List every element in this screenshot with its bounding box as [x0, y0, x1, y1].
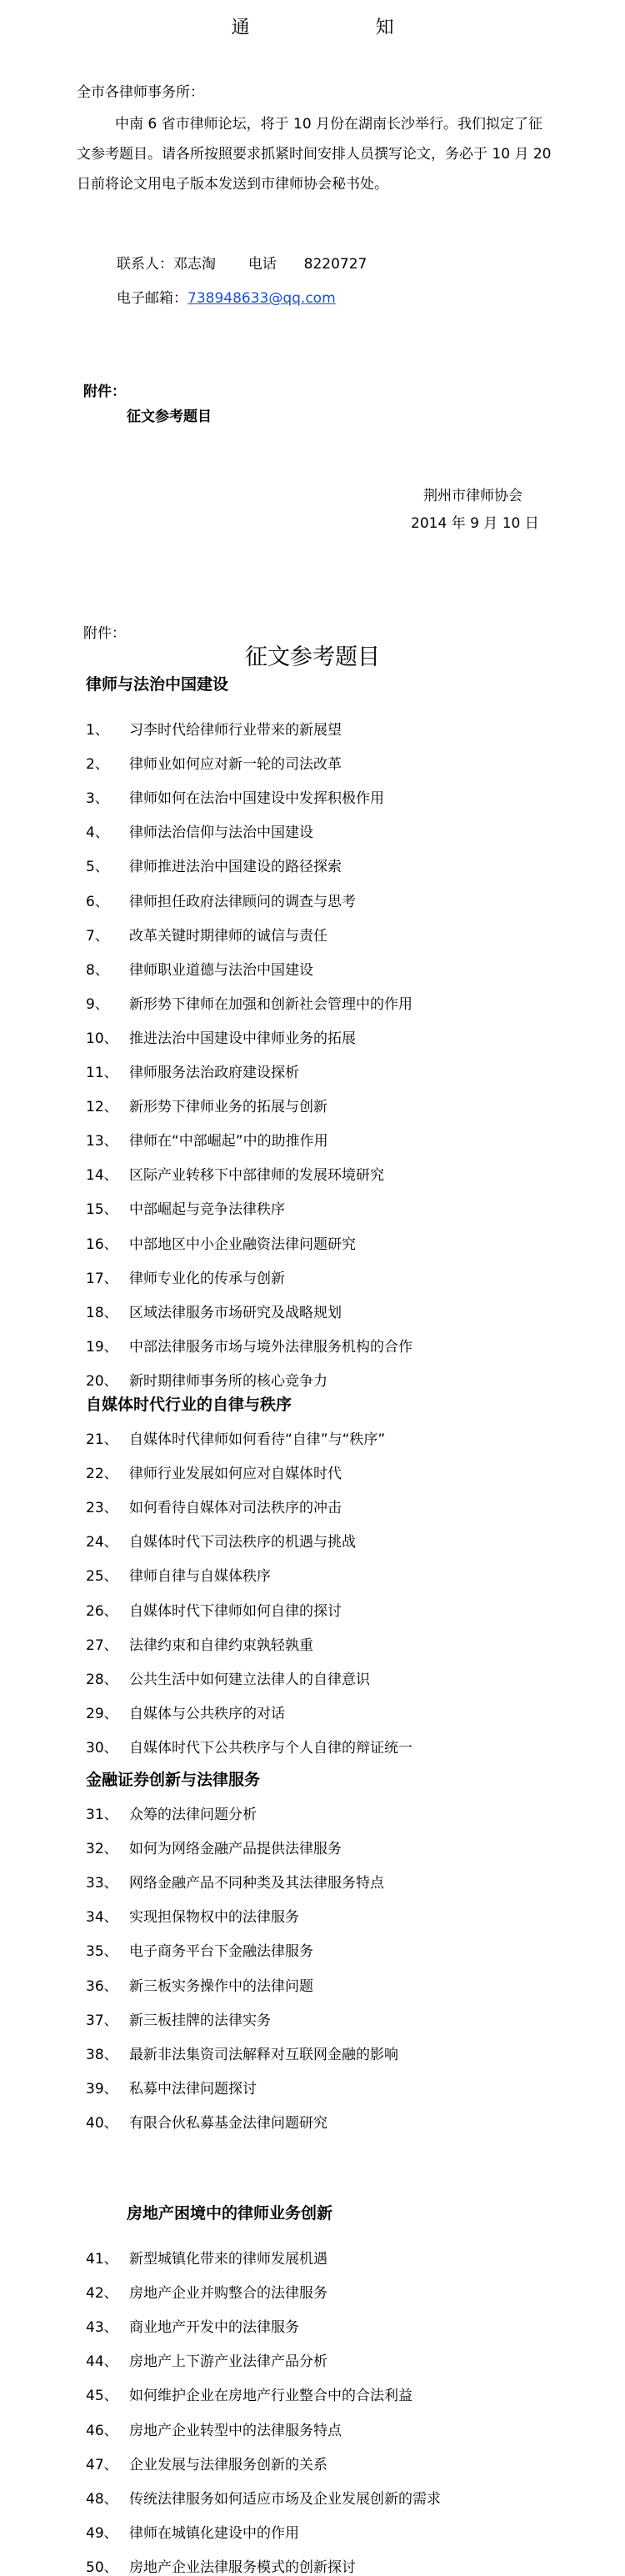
item-text: 实现担保物权中的法律服务: [129, 1909, 299, 1927]
salutation: 全市各律师事务所：: [77, 84, 204, 101]
item-text: 律师专业化的传承与创新: [129, 1270, 285, 1287]
list-item: [86, 2383, 412, 2404]
item-number: 13、: [86, 1133, 118, 1150]
list-item: [86, 2521, 299, 2542]
item-number: 47、: [86, 2456, 118, 2473]
list-item: [86, 1369, 328, 1390]
list-item: [86, 2487, 441, 2508]
item-text: 律师业如何应对新一轮的司法改革: [129, 756, 342, 774]
item-number: 30、: [86, 1739, 118, 1757]
item-number: 37、: [86, 2012, 118, 2029]
list-item: [86, 1701, 285, 1722]
item-number: 4、: [86, 824, 109, 842]
item-number: 19、: [86, 1338, 118, 1356]
list-item: [86, 1667, 370, 1688]
section-heading: 自媒体时代行业的自律与秩序: [86, 1396, 292, 1414]
list-item: [86, 890, 356, 910]
item-number: 49、: [86, 2524, 118, 2542]
item-text: 律师担任政府法律顾问的调查与思考: [129, 893, 356, 910]
attachment-title: 征文参考题目: [127, 408, 212, 425]
list-item: [86, 1837, 342, 1857]
item-text: 新三板实务操作中的法律问题: [129, 1977, 313, 1995]
list-item: [86, 1905, 299, 1926]
email-link[interactable]: 738948633@qq.com: [188, 290, 336, 307]
item-number: 44、: [86, 2353, 118, 2371]
item-number: 8、: [86, 961, 109, 979]
item-text: 中部地区中小企业融资法律问题研究: [129, 1235, 356, 1253]
item-number: 9、: [86, 995, 109, 1013]
list-item: [86, 1060, 299, 1081]
item-number: 38、: [86, 2046, 118, 2063]
list-item: [86, 752, 342, 773]
item-number: 18、: [86, 1304, 118, 1321]
item-text: 传统法律服务如何适应市场及企业发展创新的需求: [129, 2490, 441, 2508]
item-text: 中部法律服务市场与境外法律服务机构的合作: [129, 1338, 412, 1356]
item-number: 3、: [86, 790, 109, 808]
list-item: [86, 1564, 271, 1585]
appendix-label: 附件：: [83, 625, 126, 642]
list-item: [86, 2349, 328, 2370]
item-number: 26、: [86, 1602, 118, 1620]
item-number: 41、: [86, 2251, 118, 2268]
item-number: 36、: [86, 1977, 118, 1995]
item-text: 电子商务平台下金融法律服务: [129, 1943, 313, 1961]
item-number: 20、: [86, 1372, 118, 1390]
item-number: 22、: [86, 1466, 118, 1483]
item-text: 新时期律师事务所的核心竞争力: [129, 1372, 328, 1390]
item-text: 房地产企业并购整合的法律服务: [129, 2285, 328, 2303]
item-number: 11、: [86, 1065, 118, 1081]
item-text: 改革关键时期律师的诚信与责任: [129, 927, 328, 945]
item-text: 新形势下律师在加强和创新社会管理中的作用: [129, 995, 412, 1013]
item-text: 中部崛起与竞争法律秩序: [129, 1201, 285, 1219]
notice-title: 通 知: [231, 18, 454, 38]
notice-body: 中南 6 省市律师论坛，将于 10 月份在湖南长沙举行。我们拟定了征文参考题目。请各所按照要求抓紧时间安排人员撰写论文，务必于 10 月 20 日前将论文用电子版本发送到市律师协会秘书处。: [77, 116, 552, 193]
item-text: 律师自律与自媒体秩序: [129, 1568, 271, 1586]
phone-label: 电话: [248, 256, 277, 273]
list-item: [86, 2453, 328, 2473]
item-number: 43、: [86, 2319, 118, 2337]
item-number: 1、: [86, 722, 109, 739]
list-item: [86, 1095, 328, 1115]
item-number: 34、: [86, 1909, 118, 1927]
list-item: [86, 2418, 342, 2439]
list-item: [86, 1163, 384, 1184]
item-number: 24、: [86, 1534, 118, 1551]
list-item: [86, 1266, 285, 1287]
item-number: 17、: [86, 1270, 118, 1287]
item-number: 50、: [86, 2558, 118, 2576]
item-number: 48、: [86, 2490, 118, 2508]
list-item: [86, 2247, 328, 2268]
item-text: 如何看待自媒体对司法秩序的冲击: [129, 1500, 342, 1517]
item-text: 如何为网络金融产品提供法律服务: [129, 1841, 342, 1858]
item-text: 自媒体时代下司法秩序的机遇与挑战: [129, 1534, 356, 1551]
item-number: 45、: [86, 2388, 118, 2405]
item-text: 律师在城镇化建设中的作用: [129, 2524, 299, 2542]
list-item: [86, 924, 328, 945]
list-item: [86, 1974, 313, 1995]
item-text: 新形势下律师业务的拓展与创新: [129, 1099, 328, 1116]
item-text: 区际产业转移下中部律师的发展环境研究: [129, 1167, 384, 1185]
item-number: 39、: [86, 2080, 118, 2097]
list-item: [86, 1461, 342, 1482]
item-text: 律师法治信仰与法治中国建设: [129, 824, 313, 842]
list-item: [86, 1129, 328, 1150]
item-text: 商业地产开发中的法律服务: [129, 2319, 299, 2337]
item-text: 推进法治中国建设中律师业务的拓展: [129, 1030, 356, 1047]
item-text: 新型城镇化带来的律师发展机遇: [129, 2251, 328, 2268]
item-number: 32、: [86, 1841, 118, 1858]
item-number: 12、: [86, 1099, 118, 1116]
item-text: 网络金融产品不同种类及其法律服务特点: [129, 1875, 384, 1892]
item-number: 28、: [86, 1671, 118, 1688]
item-text: 有限合伙私募基金法律问题研究: [129, 2114, 328, 2132]
item-text: 房地产上下游产业法律产品分析: [129, 2353, 328, 2371]
item-text: 自媒体时代下律师如何自律的探讨: [129, 1602, 342, 1620]
contact-person: [117, 252, 367, 273]
section-heading: 房地产困境中的律师业务创新: [127, 2204, 333, 2223]
list-item: [86, 958, 313, 979]
item-number: 33、: [86, 1875, 118, 1892]
item-text: 新三板挂牌的法律实务: [129, 2012, 271, 2029]
list-item: [86, 1232, 356, 1253]
item-number: 16、: [86, 1235, 118, 1253]
item-text: 自媒体与公共秩序的对话: [129, 1705, 285, 1722]
list-item: [86, 1530, 356, 1551]
list-item: [86, 1026, 356, 1047]
item-text: 法律约束和自律约束孰轻孰重: [129, 1636, 313, 1654]
list-item: [86, 1197, 285, 1218]
item-number: 23、: [86, 1500, 118, 1517]
list-item: [86, 1599, 342, 1620]
item-text: 律师如何在法治中国建设中发挥积极作用: [129, 790, 384, 808]
item-text: 房地产企业转型中的法律服务特点: [129, 2422, 342, 2439]
list-item: [86, 1802, 257, 1823]
list-item: [86, 1427, 385, 1448]
appendix-title: 征文参考题目: [245, 644, 380, 670]
item-number: 25、: [86, 1568, 118, 1586]
item-text: 企业发展与法律服务创新的关系: [129, 2456, 328, 2473]
email-label: 电子邮箱：: [117, 290, 188, 307]
list-item: [86, 2555, 356, 2576]
list-item: [86, 1496, 342, 1516]
item-number: 46、: [86, 2422, 118, 2439]
item-number: 40、: [86, 2114, 118, 2132]
list-item: [86, 2077, 257, 2097]
item-number: 10、: [86, 1030, 118, 1047]
list-item: [86, 1939, 313, 1960]
list-item: [86, 854, 342, 875]
item-text: 律师职业道德与法治中国建设: [129, 961, 313, 979]
item-text: 律师行业发展如何应对自媒体时代: [129, 1466, 342, 1483]
item-text: 最新非法集资司法解释对互联网金融的影响: [129, 2046, 398, 2063]
list-item: [86, 1301, 342, 1321]
list-item: [86, 2315, 299, 2336]
item-number: 2、: [86, 756, 109, 774]
item-text: 如何维护企业在房地产行业整合中的合法利益: [129, 2388, 412, 2405]
list-item: [86, 2111, 328, 2132]
list-item: [86, 820, 313, 841]
item-text: 公共生活中如何建立法律人的自律意识: [129, 1671, 370, 1688]
item-text: 私募中法律问题探讨: [129, 2080, 257, 2097]
item-number: 27、: [86, 1636, 118, 1654]
list-item: [86, 2042, 398, 2063]
item-number: 29、: [86, 1705, 118, 1722]
contact-label: 联系人：邓志淘: [117, 256, 216, 273]
item-number: 6、: [86, 893, 109, 910]
item-text: 众筹的法律问题分析: [129, 1807, 257, 1823]
item-text: 房地产企业法律服务模式的创新探讨: [129, 2558, 356, 2576]
item-number: 31、: [86, 1807, 118, 1823]
email-line: [117, 286, 336, 307]
signer: 荆州市律师协会: [423, 488, 522, 504]
item-text: 自媒体时代律师如何看待“自律”与“秩序”: [129, 1431, 386, 1448]
item-text: 律师服务法治政府建设探析: [129, 1065, 299, 1081]
item-number: 15、: [86, 1201, 118, 1219]
item-text: 区域法律服务市场研究及战略规划: [129, 1304, 342, 1321]
list-item: [86, 1633, 313, 1654]
list-item: [86, 786, 384, 807]
item-number: 35、: [86, 1943, 118, 1961]
item-text: 习李时代给律师行业带来的新展望: [129, 722, 342, 739]
date: 2014 年 9 月 10 日: [411, 515, 539, 532]
item-text: 律师推进法治中国建设的路径探索: [129, 859, 342, 876]
section-heading: 金融证券创新与法律服务: [86, 1771, 261, 1789]
item-number: 42、: [86, 2285, 118, 2303]
item-number: 14、: [86, 1167, 118, 1185]
section-heading: 律师与法治中国建设: [86, 675, 229, 694]
item-number: 21、: [86, 1431, 118, 1448]
phone-number: 8220727: [303, 256, 368, 273]
list-item: [86, 718, 342, 739]
attachment-label: 附件：: [83, 383, 126, 400]
item-text: 律师在“中部崛起”中的助推作用: [129, 1133, 328, 1150]
list-item: [86, 1871, 384, 1892]
list-item: [86, 2008, 271, 2029]
list-item: [86, 992, 412, 1013]
item-number: 5、: [86, 859, 109, 876]
list-item: [86, 1736, 412, 1757]
item-text: 自媒体时代下公共秩序与个人自律的辩证统一: [129, 1739, 412, 1757]
item-number: 7、: [86, 927, 109, 945]
list-item: [86, 2281, 328, 2302]
list-item: [86, 1335, 412, 1356]
